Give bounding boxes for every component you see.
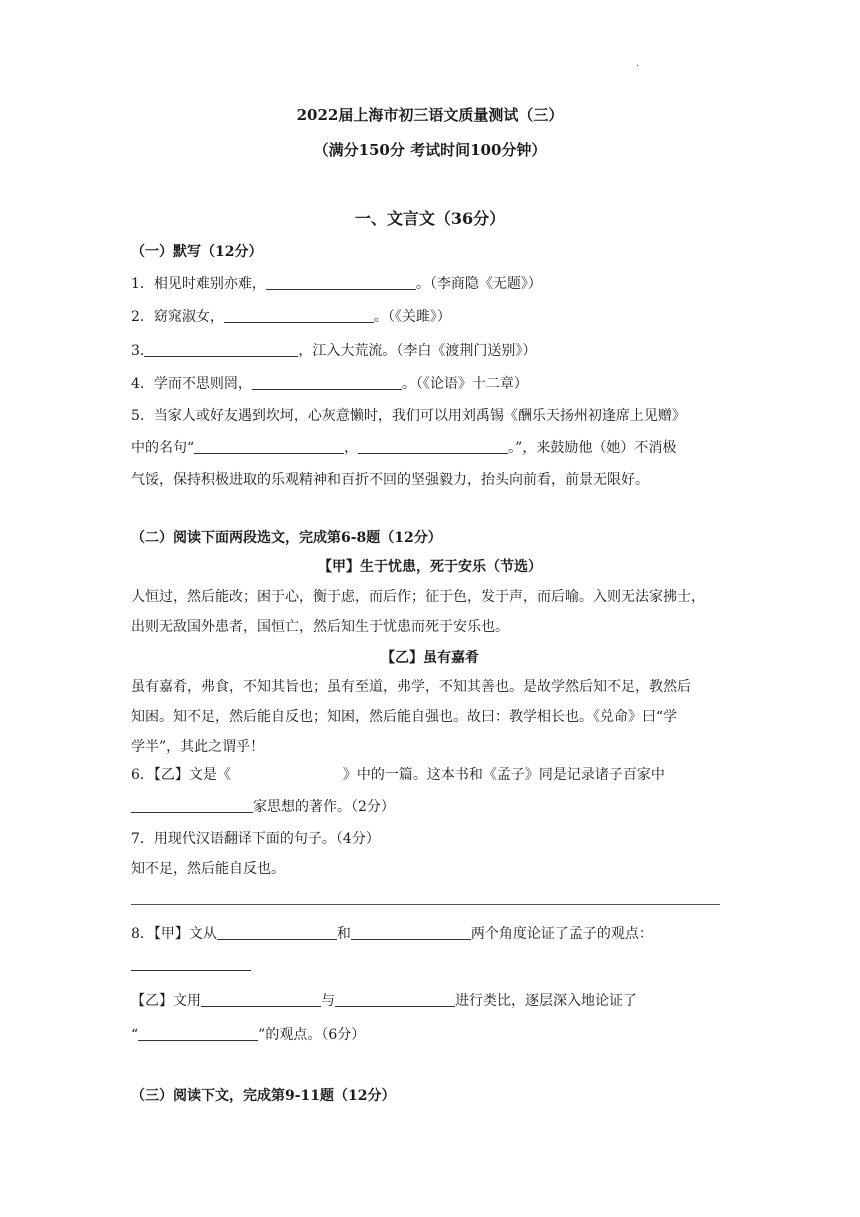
corner-dot: . <box>636 58 640 69</box>
question-5-line-2 <box>131 437 676 457</box>
q4-text: 4．学而不思则罔， <box>131 376 252 392</box>
q4-source: 。（《论语》十二章） <box>401 376 528 392</box>
q6-text-b: 》中的一篇。这本书和《孟子》同是记录诸子百家中 <box>342 767 665 783</box>
q8-view-blank[interactable] <box>138 1026 258 1041</box>
q8-open-quote: “ <box>131 1027 139 1043</box>
q8-analogy-blank-1[interactable] <box>201 992 321 1007</box>
q6-text-c: 家思想的著作。（2分） <box>253 799 395 815</box>
q3-text: ，江入大荒流。（李白《渡荆门送别》） <box>298 343 537 359</box>
part1-heading: （一）默写（12分） <box>131 244 263 260</box>
q8-text-d: 【乙】文用 <box>131 993 201 1009</box>
q1-source: 。（李商隐《无题》） <box>415 276 542 292</box>
question-5-line-1: 5．当家人或好友遇到坎坷，心灰意懒时，我们可以用刘禹锡《酬乐天扬州初逢席上见赠》 <box>131 408 686 424</box>
q7-answer-line[interactable] <box>131 904 720 905</box>
question-7-line-1: 7．用现代汉语翻译下面的句子。（4分） <box>131 831 380 847</box>
question-4 <box>131 373 528 393</box>
q3-answer-blank[interactable] <box>144 342 298 357</box>
q5-text-b: 。”，来鼓励他（她）不消极 <box>508 440 677 456</box>
part3-heading: （三）阅读下文，完成第9-11题（12分） <box>131 1088 396 1104</box>
q8-analogy-blank-2[interactable] <box>335 992 455 1007</box>
passage-yi-line-3: 学半”，其此之谓乎！ <box>131 739 265 755</box>
q2-answer-blank[interactable] <box>224 308 374 323</box>
passage-yi-title: 【乙】虽有嘉肴 <box>381 650 479 666</box>
question-6-line-2 <box>131 796 395 816</box>
question-2 <box>131 306 451 326</box>
question-8-line-2 <box>131 956 251 973</box>
q5-answer-blank-1[interactable] <box>194 439 344 454</box>
section-heading-classical: 一、文言文（36分） <box>354 209 506 228</box>
q8-text-e: 与 <box>321 993 335 1009</box>
q5-text-a: 中的名句“ <box>131 440 195 456</box>
q2-text: 2．窈窕淑女， <box>131 309 224 325</box>
q8-angle-blank-2[interactable] <box>351 925 471 940</box>
passage-yi-line-2: 知困。知不足，然后能自反也；知困，然后能自强也。故曰：教学相长也。《兑命》曰“学 <box>131 709 678 725</box>
q6-school-blank[interactable] <box>131 798 253 813</box>
q8-text-a: 8．【甲】文从 <box>131 926 217 942</box>
q1-text: 1．相见时难别亦难， <box>131 276 266 292</box>
question-3 <box>131 340 536 360</box>
question-5-line-3: 气馁，保持积极进取的乐观精神和百折不回的坚强毅力，抬头向前看，前景无限好。 <box>131 472 649 488</box>
q8-angle-blank-1[interactable] <box>217 925 337 940</box>
passage-jia-line-2: 出则无敌国外患者，国恒亡，然后知生于忧患而死于安乐也。 <box>131 619 509 635</box>
passage-jia-title: 【甲】生于忧患，死于安乐（节选） <box>318 559 542 575</box>
question-6-line-1 <box>131 764 665 784</box>
question-7-line-2: 知不足，然后能自反也。 <box>131 861 285 877</box>
question-1 <box>131 273 542 293</box>
q8-text-g: ”的观点。（6分） <box>258 1027 366 1043</box>
question-8-line-3 <box>131 990 637 1010</box>
q5-answer-blank-2[interactable] <box>358 439 508 454</box>
part2-heading: （二）阅读下面两段选文，完成第6-8题（12分） <box>131 530 442 546</box>
q5-comma: ， <box>344 440 359 456</box>
q1-answer-blank[interactable] <box>266 275 416 290</box>
q8-viewpoint-blank[interactable] <box>131 956 251 971</box>
question-8-line-1 <box>131 923 653 943</box>
q8-text-f: 进行类比，逐层深入地论证了 <box>455 993 637 1009</box>
exam-subtitle: （满分150分 考试时间100分钟） <box>313 141 547 159</box>
q2-source: 。（《关雎》） <box>373 309 451 325</box>
question-8-line-4 <box>131 1024 365 1044</box>
q4-answer-blank[interactable] <box>252 375 402 390</box>
q3-number: 3. <box>131 343 145 359</box>
q6-text-a: 6．【乙】文是《 <box>131 767 231 783</box>
q8-text-c: 两个角度论证了孟子的观点： <box>470 926 653 942</box>
passage-jia-line-1: 人恒过，然后能改；困于心，衡于虑，而后作；征于色，发于声，而后喻。入则无法家拂士， <box>131 589 705 605</box>
exam-title: 2022届上海市初三语文质量测试（三） <box>296 106 564 124</box>
q8-text-b: 和 <box>336 926 351 942</box>
passage-yi-line-1: 虽有嘉肴，弗食，不知其旨也；虽有至道，弗学，不知其善也。是故学然后知不足，教然后 <box>131 679 691 695</box>
